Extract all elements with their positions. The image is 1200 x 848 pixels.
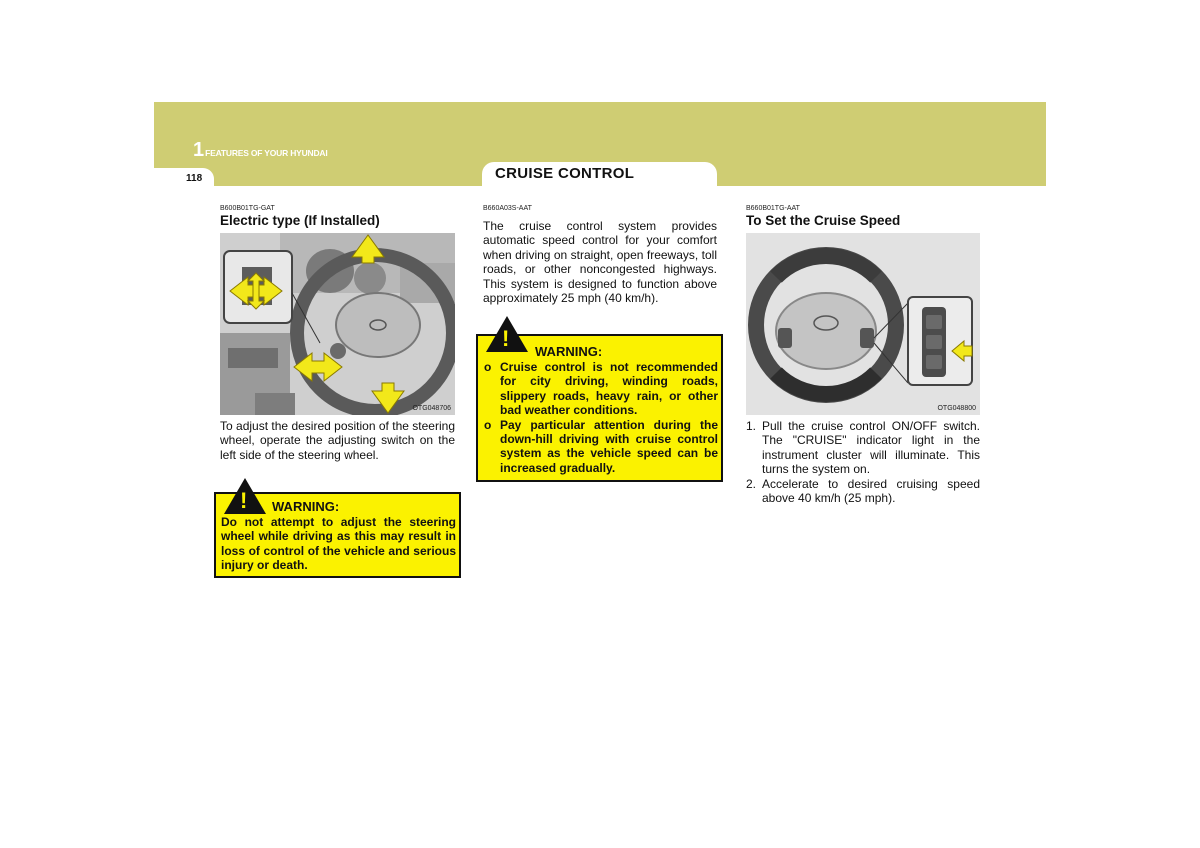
warning-exclamation: ! xyxy=(502,326,510,351)
warning-list-item: o Cruise control is not recommended for city driving, winding roads, slippery roads, heavy rain, or other bad weather conditions. xyxy=(484,360,718,418)
chapter-number: 1 xyxy=(193,139,205,161)
warning-title: WARNING: xyxy=(272,499,340,514)
figure-code: OTG048800 xyxy=(937,405,976,412)
section-heading: Electric type (If Installed) xyxy=(220,213,380,228)
page-number-tab xyxy=(154,168,214,190)
warning-title: WARNING: xyxy=(535,344,603,359)
steering-warning-box xyxy=(214,488,461,578)
steering-adjust-paragraph: To adjust the desired position of the steering wheel, operate the adjusting switch on the left side of the steering wheel. xyxy=(220,419,455,462)
warning-list xyxy=(484,360,718,475)
steering-tilt-figure xyxy=(220,233,455,415)
section-heading: To Set the Cruise Speed xyxy=(746,213,901,228)
chapter-heading xyxy=(193,140,328,160)
cruise-intro-paragraph: The cruise control system provides automatic speed control for your comfort when driving on straight, open freeways, toll roads, or other noncongested highways. This system is designed to function above approximately 25 mph (40 km/h). xyxy=(483,219,717,306)
warning-exclamation: ! xyxy=(240,488,248,513)
step-item: 2. Accelerate to desired cruising speed above 40 km/h (25 mph). xyxy=(746,476,980,506)
section-title: CRUISE CONTROL xyxy=(495,165,635,182)
chapter-title: FEATURES OF YOUR HYUNDAI xyxy=(205,148,328,158)
figure-code: OTG048706 xyxy=(412,405,451,412)
cruise-switch-figure xyxy=(746,233,980,415)
cruise-warning-box xyxy=(476,326,723,482)
section-code: B660A03S-AAT xyxy=(483,205,532,212)
steering-wheel-illustration xyxy=(220,233,455,415)
cruise-wheel-illustration xyxy=(746,233,980,415)
step-item: 1. Pull the cruise control ON/OFF switch. The "CRUISE" indicator light in the instrument cluster will illuminate. This turns the system on. xyxy=(746,419,980,477)
warning-list-item: o Pay particular attention during the down-hill driving with cruise control system as the vehicle speed can be increased gradually. xyxy=(484,417,718,475)
page-number: 118 xyxy=(186,173,203,184)
section-code: B600B01TG-GAT xyxy=(220,205,275,212)
cruise-steps-list xyxy=(746,419,980,505)
warning-text: Do not attempt to adjust the steering wheel while driving as this may result in loss of control of the vehicle and serious injury or death. xyxy=(221,515,456,573)
section-code: B660B01TG-AAT xyxy=(746,205,800,212)
